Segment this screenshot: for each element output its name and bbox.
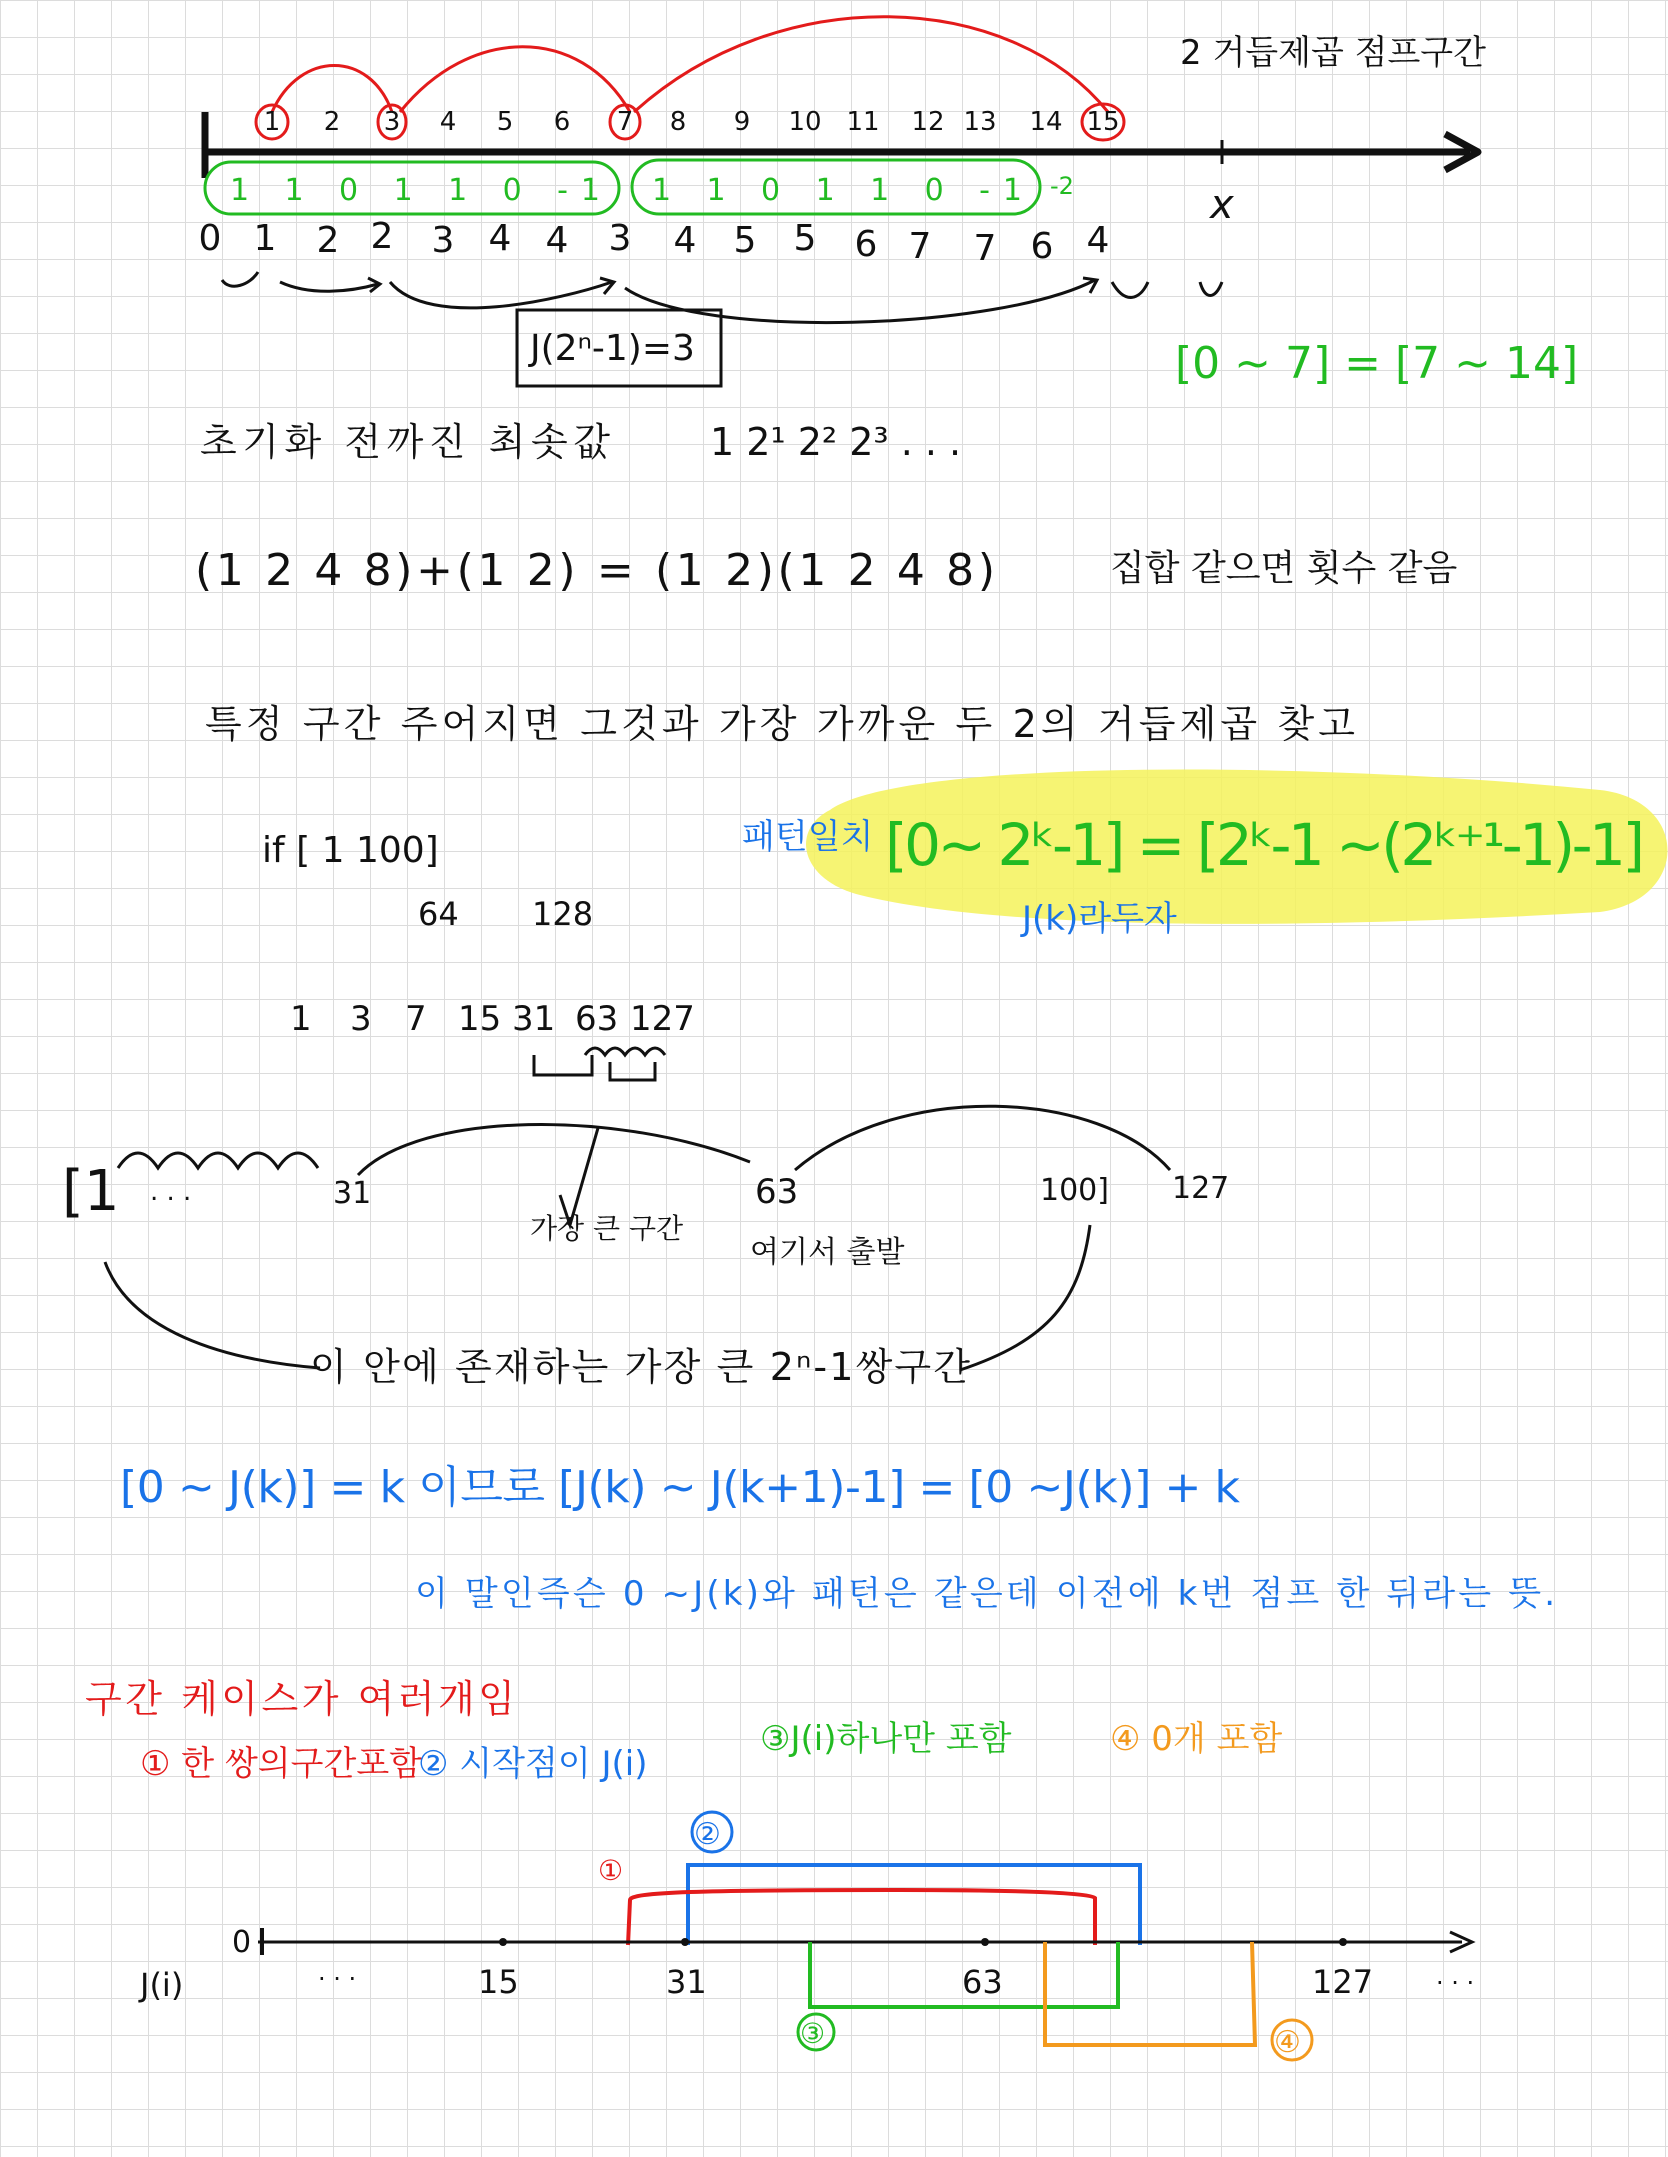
pattern-group-1: 1 1 0 1 1 0 -1 (230, 173, 600, 208)
range-wavy-arc (118, 1153, 318, 1168)
init-label: 초기화 전까진 최솟값 (200, 420, 610, 464)
jump-curve-tail-1 (1112, 282, 1148, 297)
equal-ranges: [0 ~ 7] = [7 ~ 14] (1175, 338, 1579, 389)
axis-number: 9 (733, 107, 751, 137)
count-value: 4 (545, 220, 569, 261)
count-value: 2 (316, 220, 340, 261)
cases-section (85, 1677, 1282, 1784)
axis-numbers (264, 107, 1120, 137)
count-value: 4 (673, 220, 697, 261)
axis-number: 3 (383, 107, 401, 137)
sequence-value: 15 (458, 999, 502, 1039)
tick-label-63: 63 (962, 1963, 1003, 2001)
jk-note: J(k)라두자 (1022, 899, 1177, 939)
dots-right: . . . (1436, 1962, 1475, 1990)
jump-curve-tail-2 (1200, 282, 1222, 296)
sequence-bracket-1 (534, 1055, 592, 1075)
case-1-mark: ① (598, 1854, 624, 1887)
count-value: 7 (908, 226, 932, 267)
tick-label-15: 15 (478, 1963, 519, 2001)
count-value: 6 (854, 224, 878, 265)
count-value: 5 (733, 220, 757, 261)
pattern-label: 패턴일치 (742, 817, 874, 857)
axis-number: 13 (963, 107, 997, 137)
range-127: 127 (1172, 1171, 1230, 1206)
range-100: 100] (1040, 1173, 1109, 1208)
title-power-of-two-jump: 2 거듭제곱 점프구간 (1180, 33, 1486, 73)
count-value: 4 (488, 218, 512, 259)
count-value: 6 (1030, 226, 1054, 267)
bottom-note: 이 안에 존재하는 가장 큰 2ⁿ-1쌍구간 (310, 1345, 970, 1389)
tick-15 (499, 1938, 507, 1946)
jump-arc-3-7 (400, 47, 630, 112)
sets-section (195, 545, 1458, 596)
sequence-value: 7 (405, 999, 427, 1039)
blue-formula-section (120, 1462, 1555, 1614)
axis-number: 15 (1086, 107, 1120, 137)
tick-127 (1339, 1938, 1347, 1946)
jump-arc-1-3 (272, 66, 392, 113)
jump-curve-2-3 (390, 282, 612, 308)
sequence-wavy (585, 1048, 665, 1055)
axis-number: 2 (323, 107, 341, 137)
jump-curve-1-2 (280, 282, 378, 291)
bottom-axis-zero: 0 (232, 1925, 252, 1960)
example-label: if [ 1 100] (262, 830, 439, 871)
sequence-value: 63 (575, 999, 619, 1039)
sequence-value: 3 (350, 999, 372, 1039)
sequence-value: 31 (512, 999, 556, 1039)
count-row (199, 216, 1110, 269)
init-section (200, 420, 961, 464)
count-value: 1 (253, 218, 277, 259)
find-line: 특정 구간 주어지면 그것과 가장 가까운 두 2의 거듭제곱 찾고 (205, 702, 1355, 746)
case-2-box (688, 1865, 1140, 1945)
sequence-value: 1 (290, 999, 312, 1039)
axis-number: 7 (616, 107, 634, 137)
jump-curve-0-1 (222, 272, 258, 286)
count-value: 5 (793, 218, 817, 259)
case-2-mark: ② (694, 1817, 721, 1852)
case-3: ③J(i)하나만 포함 (760, 1719, 1012, 1759)
start-here: 여기서 출발 (750, 1235, 905, 1270)
bottom-axis-section (138, 1812, 1474, 2060)
largest-interval: 가장 큰 구간 (530, 1212, 684, 1245)
top-number-line-section (199, 17, 1579, 389)
init-powers: 1 2¹ 2² 2³ . . . (710, 420, 962, 464)
bottom-bracket-curve-right (960, 1225, 1090, 1370)
range-arc-31-63 (358, 1124, 750, 1175)
jump-curve-3-4 (625, 280, 1095, 323)
sequence-bracket-2 (610, 1062, 655, 1080)
axis-number: 4 (439, 107, 457, 137)
pattern-formula: [0~ 2ᵏ-1] = [2ᵏ-1 ~(2ᵏ⁺¹-1)-1] (885, 811, 1645, 879)
sets-note: 집합 같으면 횟수 같음 (1110, 548, 1458, 589)
pattern-section (742, 770, 1668, 939)
checkmark (560, 1128, 598, 1225)
axis-number: 8 (669, 107, 687, 137)
range-left: [1 (62, 1159, 120, 1224)
example-bound-low: 64 (418, 895, 459, 933)
axis-number: 5 (496, 107, 514, 137)
case-4: ④ 0개 포함 (1110, 1719, 1283, 1759)
case-1-box (628, 1890, 1095, 1945)
range-63: 63 (755, 1172, 799, 1212)
axis-number: 1 (263, 107, 281, 137)
axis-variable-x: x (1210, 182, 1234, 228)
range-arc-63-127 (795, 1106, 1170, 1170)
range-dots: . . . (150, 1177, 192, 1207)
boxed-formula: J(2ⁿ-1)=3 (530, 328, 695, 369)
count-value: 7 (973, 228, 997, 269)
count-value: 2 (370, 216, 394, 257)
axis-number: 11 (846, 107, 880, 137)
case-4-box (1045, 1942, 1255, 2045)
axis-number: 10 (788, 107, 822, 137)
jump-arc-7-15 (634, 17, 1108, 112)
sequence-value: 127 (630, 999, 695, 1039)
dots-left: . . . (318, 1958, 357, 1986)
bottom-axis-label: J(i) (140, 1966, 184, 2004)
tick-63 (981, 1938, 989, 1946)
cases-title: 구간 케이스가 여러개임 (85, 1677, 515, 1721)
count-value: 3 (431, 220, 455, 261)
range-diagram (62, 1106, 1229, 1389)
case-4-mark: ④ (1274, 2025, 1301, 2060)
case-2: ② 시작점이 J(i) (418, 1744, 648, 1784)
bottom-bracket-curve (105, 1262, 320, 1368)
pattern-group-2: 1 1 0 1 1 0 -1 (652, 173, 1022, 208)
blue-formula-line: [0 ~ J(k)] = k 이므로 [J(k) ~ J(k+1)-1] = [0 ~J(k)] + k (120, 1462, 1240, 1513)
range-31: 31 (333, 1176, 372, 1211)
count-value: 3 (608, 218, 632, 259)
axis-number: 12 (911, 107, 945, 137)
pattern-tail: -2 (1050, 172, 1074, 200)
tick-label-127: 127 (1312, 1963, 1374, 2001)
count-value: 4 (1086, 220, 1110, 261)
example-bound-high: 128 (532, 895, 594, 933)
example-section (262, 830, 695, 1080)
case-3-mark: ③ (800, 2017, 826, 2050)
axis-number: 6 (553, 107, 571, 137)
case-1: ① 한 쌍의구간포함 (140, 1744, 423, 1784)
axis-number: 14 (1029, 107, 1063, 137)
blue-formula-note: 이 말인즉슨 0 ~J(k)와 패턴은 같은데 이전에 k번 점프 한 뒤라는 뜻. (415, 1574, 1555, 1614)
sets-formula: (1 2 4 8)+(1 2) = (1 2)(1 2 4 8) (195, 545, 995, 596)
tick-31 (681, 1938, 689, 1946)
example-sequence (290, 999, 695, 1039)
count-value: 0 (198, 218, 222, 259)
tick-label-31: 31 (666, 1963, 707, 2001)
